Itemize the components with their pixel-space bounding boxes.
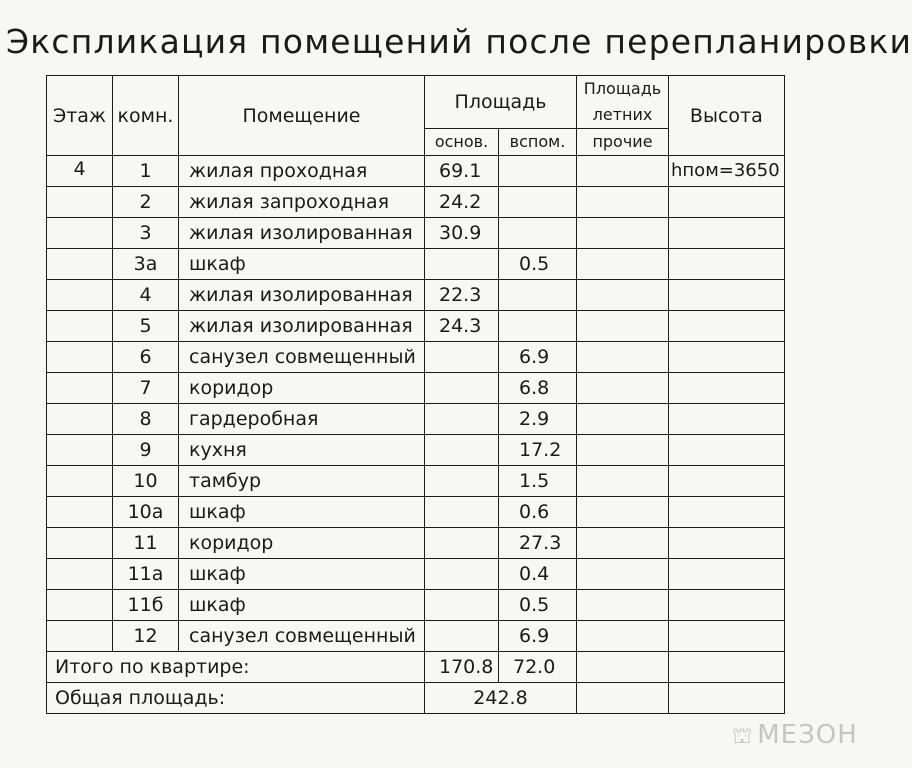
room-name-cell: жилая изолированная: [179, 280, 425, 311]
height-cell-empty: [669, 280, 785, 311]
floor-cell-empty: [47, 466, 113, 497]
table-row: [47, 373, 785, 404]
table-row: [47, 497, 785, 528]
table-row: [47, 404, 785, 435]
height-cell-empty: [669, 497, 785, 528]
height-cell-empty: [669, 559, 785, 590]
table-row: [47, 249, 785, 280]
height-cell-empty: [669, 311, 785, 342]
room-number-cell: 12: [113, 621, 179, 652]
room-number-cell: 1: [113, 156, 179, 187]
room-name-cell: шкаф: [179, 249, 425, 280]
header-summer-area-line1: Площадь: [583, 79, 662, 98]
area-other-cell: [577, 497, 669, 528]
room-number-cell: 11а: [113, 559, 179, 590]
height-cell: hпом=3650: [669, 156, 785, 187]
building-icon: ⛫: [732, 724, 754, 749]
area-main-cell: [425, 466, 499, 497]
area-main-cell: [425, 497, 499, 528]
room-name-cell: гардеробная: [179, 404, 425, 435]
area-aux-cell: 0.5: [499, 590, 577, 621]
overall-total-other: [577, 683, 669, 714]
header-area-main: основ.: [425, 129, 499, 156]
height-cell-empty: [669, 590, 785, 621]
floor-cell-empty: [47, 435, 113, 466]
area-main-cell: [425, 435, 499, 466]
header-floor: Этаж: [47, 76, 113, 156]
floor-cell-empty: [47, 621, 113, 652]
room-name-cell: жилая изолированная: [179, 218, 425, 249]
overall-total-value: 242.8: [425, 683, 577, 714]
area-aux-cell: [499, 156, 577, 187]
table-row: [47, 311, 785, 342]
table-row: [47, 187, 785, 218]
apartment-total-label: Итого по квартире:: [47, 652, 425, 683]
area-main-cell: [425, 373, 499, 404]
floor-cell-empty: [47, 249, 113, 280]
table-row: [47, 218, 785, 249]
room-name-cell: шкаф: [179, 559, 425, 590]
table-row: [47, 280, 785, 311]
area-aux-cell: 6.9: [499, 621, 577, 652]
room-number-cell: 11б: [113, 590, 179, 621]
room-number-cell: 6: [113, 342, 179, 373]
table-row: [47, 621, 785, 652]
floor-cell-empty: [47, 590, 113, 621]
header-area-aux: вспом.: [499, 129, 577, 156]
header-other: прочие: [577, 129, 669, 156]
area-aux-cell: 0.6: [499, 497, 577, 528]
apartment-total-main: 170.8: [425, 652, 499, 683]
area-aux-cell: 2.9: [499, 404, 577, 435]
header-room-number: комн.: [113, 76, 179, 156]
area-aux-cell: 0.5: [499, 249, 577, 280]
room-name-cell: санузел совмещенный: [179, 342, 425, 373]
room-number-cell: 3а: [113, 249, 179, 280]
area-other-cell: [577, 342, 669, 373]
table-row: [47, 590, 785, 621]
area-other-cell: [577, 559, 669, 590]
table-row: [47, 156, 785, 187]
area-aux-cell: 6.9: [499, 342, 577, 373]
area-other-cell: [577, 590, 669, 621]
area-other-cell: [577, 311, 669, 342]
room-name-cell: санузел совмещенный: [179, 621, 425, 652]
area-main-cell: 22.3: [425, 280, 499, 311]
header-room: Помещение: [179, 76, 425, 156]
apartment-total-row: [47, 652, 785, 683]
height-cell-empty: [669, 528, 785, 559]
room-number-cell: 4: [113, 280, 179, 311]
floor-cell-empty: [47, 373, 113, 404]
room-name-cell: жилая запроходная: [179, 187, 425, 218]
room-number-cell: 2: [113, 187, 179, 218]
room-name-cell: кухня: [179, 435, 425, 466]
height-cell-empty: [669, 435, 785, 466]
room-number-cell: 11: [113, 528, 179, 559]
area-main-cell: 24.2: [425, 187, 499, 218]
area-aux-cell: [499, 280, 577, 311]
area-main-cell: 30.9: [425, 218, 499, 249]
height-cell-empty: [669, 187, 785, 218]
room-name-cell: коридор: [179, 373, 425, 404]
area-other-cell: [577, 249, 669, 280]
area-other-cell: [577, 404, 669, 435]
room-number-cell: 7: [113, 373, 179, 404]
area-other-cell: [577, 621, 669, 652]
area-other-cell: [577, 156, 669, 187]
overall-total-label: Общая площадь:: [47, 683, 425, 714]
area-main-cell: [425, 621, 499, 652]
floor-cell-empty: [47, 559, 113, 590]
table-row: [47, 466, 785, 497]
apartment-total-height: [669, 652, 785, 683]
area-aux-cell: 0.4: [499, 559, 577, 590]
floor-cell-empty: [47, 497, 113, 528]
floor-cell-empty: [47, 311, 113, 342]
room-number-cell: 3: [113, 218, 179, 249]
watermark-text: МЕЗОН: [757, 720, 858, 750]
document-title: Экспликация помещений после перепланировки: [6, 22, 912, 61]
room-name-cell: жилая изолированная: [179, 311, 425, 342]
apartment-total-aux: 72.0: [499, 652, 577, 683]
area-main-cell: [425, 342, 499, 373]
area-other-cell: [577, 435, 669, 466]
floor-cell-empty: [47, 187, 113, 218]
floor-cell-empty: [47, 528, 113, 559]
explication-table: [46, 75, 785, 714]
overall-total-row: [47, 683, 785, 714]
area-main-cell: [425, 404, 499, 435]
room-number-cell: 5: [113, 311, 179, 342]
room-number-cell: 10а: [113, 497, 179, 528]
header-area: Площадь: [425, 76, 577, 129]
room-number-cell: 8: [113, 404, 179, 435]
floor-cell-empty: [47, 280, 113, 311]
table-row: [47, 559, 785, 590]
area-main-cell: [425, 590, 499, 621]
area-aux-cell: 1.5: [499, 466, 577, 497]
area-other-cell: [577, 187, 669, 218]
area-aux-cell: 27.3: [499, 528, 577, 559]
area-main-cell: [425, 249, 499, 280]
floor-cell-empty: [47, 404, 113, 435]
height-cell-empty: [669, 404, 785, 435]
room-number-cell: 10: [113, 466, 179, 497]
area-main-cell: 69.1: [425, 156, 499, 187]
height-cell-empty: [669, 249, 785, 280]
header-summer-area: [577, 76, 669, 129]
height-cell-empty: [669, 466, 785, 497]
height-cell-empty: [669, 342, 785, 373]
area-main-cell: [425, 559, 499, 590]
height-cell-empty: [669, 621, 785, 652]
table-row: [47, 528, 785, 559]
area-main-cell: [425, 528, 499, 559]
area-aux-cell: [499, 218, 577, 249]
area-aux-cell: [499, 311, 577, 342]
area-aux-cell: 17.2: [499, 435, 577, 466]
header-height: Высота: [669, 76, 785, 156]
room-name-cell: жилая проходная: [179, 156, 425, 187]
room-name-cell: тамбур: [179, 466, 425, 497]
header-summer-area-line2: летних: [592, 105, 653, 124]
room-name-cell: шкаф: [179, 497, 425, 528]
table-row: [47, 435, 785, 466]
floor-cell-empty: [47, 218, 113, 249]
area-other-cell: [577, 218, 669, 249]
floor-cell: 4: [47, 156, 113, 187]
area-other-cell: [577, 373, 669, 404]
header-row: [47, 76, 785, 129]
area-aux-cell: 6.8: [499, 373, 577, 404]
overall-total-height: [669, 683, 785, 714]
room-number-cell: 9: [113, 435, 179, 466]
floor-cell-empty: [47, 342, 113, 373]
area-other-cell: [577, 466, 669, 497]
room-name-cell: коридор: [179, 528, 425, 559]
apartment-total-other: [577, 652, 669, 683]
height-cell-empty: [669, 218, 785, 249]
watermark: [732, 720, 858, 752]
height-cell-empty: [669, 373, 785, 404]
area-main-cell: 24.3: [425, 311, 499, 342]
room-name-cell: шкаф: [179, 590, 425, 621]
area-other-cell: [577, 528, 669, 559]
table-row: [47, 342, 785, 373]
area-aux-cell: [499, 187, 577, 218]
area-other-cell: [577, 280, 669, 311]
